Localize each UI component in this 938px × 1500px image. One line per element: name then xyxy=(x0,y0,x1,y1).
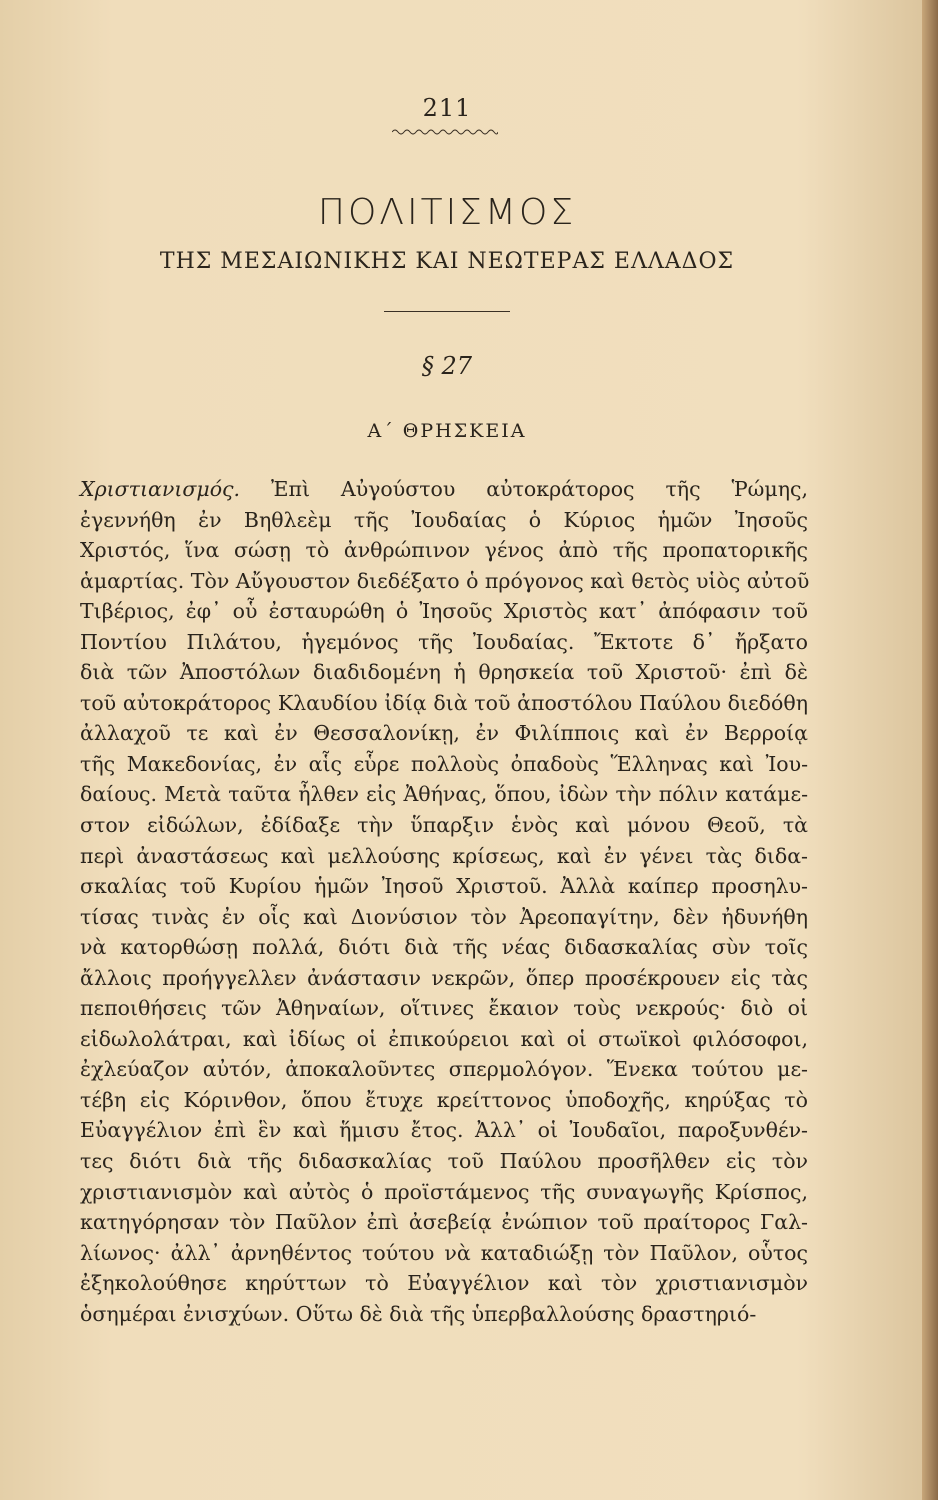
text-line: σκαλίας τοῦ Κυρίου ἡμῶν Ἰησοῦ Χριστοῦ. Ἀλλὰ καίπερ προσηλυ- xyxy=(80,874,808,899)
text-line: χριστιανισμὸν καὶ αὐτὸς ὁ προϊστάμενος τῆς συναγωγῆς Κρίσπος, xyxy=(80,1179,808,1204)
text-line: ἀλλαχοῦ τε καὶ ἐν Θεσσαλονίκῃ, ἐν Φιλίπποις καὶ ἐν Βερροίᾳ xyxy=(80,721,808,746)
page-edge xyxy=(922,0,938,1500)
text-line: ἄλλοις προήγγελλεν ἀνάστασιν νεκρῶν, ὅπερ προσέκρουεν εἰς τὰς xyxy=(80,965,808,990)
text-line: Τιβέριος, ἐφ᾽ οὗ ἐσταυρώθη ὁ Ἰησοῦς Χριστὸς κατ᾽ ἀπόφασιν τοῦ xyxy=(80,599,808,624)
text-line: διὰ τῶν Ἀποστόλων διαδιδομένη ἡ θρησκεία τοῦ Χριστοῦ· ἐπὶ δὲ xyxy=(80,660,808,685)
first-line-text: Ἐπὶ Αὐγούστου αὐτοκράτορος τῆς Ῥώμης, xyxy=(270,477,808,501)
text-line: τέβη εἰς Κόρινθον, ὅπου ἔτυχε κρείττονος ὑποδοχῆς, κηρύξας τὸ xyxy=(80,1087,808,1112)
text-line: Ποντίου Πιλάτου, ἡγεμόνος τῆς Ἰουδαίας. Ἔκτοτε δ᾽ ἤρξατο xyxy=(80,629,808,654)
body-text xyxy=(80,474,808,1329)
text-line: περὶ ἀναστάσεως καὶ μελλούσης κρίσεως, καὶ ἐν γένει τὰς διδα- xyxy=(80,843,808,868)
section-number: § 27 xyxy=(421,352,473,380)
text-line: δαίους. Μετὰ ταῦτα ἦλθεν εἰς Ἀθήνας, ὅπου, ἰδὼν τὴν πόλιν κατάμε- xyxy=(80,782,808,807)
text-line: ἐχλεύαζον αὐτόν, ἀποκαλοῦντες σπερμολόγον. Ἕνεκα τούτου με- xyxy=(80,1057,808,1082)
text-line: νὰ κατορθώσῃ πολλά, διότι διὰ τῆς νέας διδασκαλίας σὺν τοῖς xyxy=(80,935,808,960)
text-line: Χριστός, ἵνα σώσῃ τὸ ἀνθρώπινον γένος ἀπὸ τῆς προπατορικῆς xyxy=(80,538,808,563)
text-line: ἐγεννήθη ἐν Βηθλεὲμ τῆς Ἰουδαίας ὁ Κύριος ἡμῶν Ἰησοῦς xyxy=(80,507,808,532)
page-number: 211 xyxy=(422,94,472,122)
title-divider xyxy=(384,311,510,312)
page-subtitle: ΤΗΣ ΜΕΣΑΙΩΝΙΚΗΣ ΚΑΙ ΝΕΩΤΕΡΑΣ ΕΛΛΑΔΟΣ xyxy=(159,249,735,274)
text-line xyxy=(80,474,808,505)
text-line: τοῦ αὐτοκράτορος Κλαυδίου ἰδίᾳ διὰ τοῦ ἀποστόλου Παύλου διεδόθη xyxy=(80,690,808,715)
text-line: εἰδωλολάτραι, καὶ ἰδίως οἱ ἐπικούρειοι καὶ οἱ στωϊκοὶ φιλόσοφοι, xyxy=(80,1026,808,1051)
page-title: ΠΟΛΙΤΙΣΜΟΣ xyxy=(317,192,577,233)
text-line: Εὐαγγέλιον ἐπὶ ἓν καὶ ἥμισυ ἔτος. Ἀλλ᾽ οἱ Ἰουδαῖοι, παροξυνθέν- xyxy=(80,1118,808,1143)
text-line: ἐξηκολούθησε κηρύττων τὸ Εὐαγγέλιον καὶ τὸν χριστιανισμὸν xyxy=(80,1271,808,1296)
text-line: κατηγόρησαν τὸν Παῦλον ἐπὶ ἀσεβείᾳ ἐνώπιον τοῦ πραίτορος Γαλ- xyxy=(80,1210,808,1235)
text-line: τῆς Μακεδονίας, ἐν αἷς εὗρε πολλοὺς ὀπαδοὺς Ἕλληνας καὶ Ἰου- xyxy=(80,751,808,776)
ornamental-squiggle xyxy=(392,128,498,136)
paragraph-heading: Χριστιανισμός. xyxy=(80,477,241,501)
text-line: τες διότι διὰ τῆς διδασκαλίας τοῦ Παύλου προσῆλθεν εἰς τὸν xyxy=(80,1149,808,1174)
text-line: πεποιθήσεις τῶν Ἀθηναίων, οἵτινες ἔκαιον τοὺς νεκρούς· διὸ οἱ xyxy=(80,996,808,1021)
text-line: λίωνος· ἀλλ᾽ ἀρνηθέντος τούτου νὰ καταδιώξῃ τὸν Παῦλον, οὗτος xyxy=(80,1240,808,1265)
text-line: τίσας τινὰς ἐν οἷς καὶ Διονύσιον τὸν Ἀρεοπαγίτην, δὲν ἠδυνήθη xyxy=(80,904,808,929)
text-line: στον εἰδώλων, ἐδίδαξε τὴν ὕπαρξιν ἑνὸς καὶ μόνου Θεοῦ, τὰ xyxy=(80,813,808,838)
text-line: ἁμαρτίας. Τὸν Αὔγουστον διεδέξατο ὁ πρόγονος καὶ θετὸς υἱὸς αὐτοῦ xyxy=(80,568,810,593)
chapter-heading: Α΄ ΘΡΗΣΚΕΙΑ xyxy=(367,420,527,442)
text-line: ὁσημέραι ἐνισχύων. Οὕτω δὲ διὰ τῆς ὑπερβαλλούσης δραστηριό- xyxy=(80,1301,757,1326)
